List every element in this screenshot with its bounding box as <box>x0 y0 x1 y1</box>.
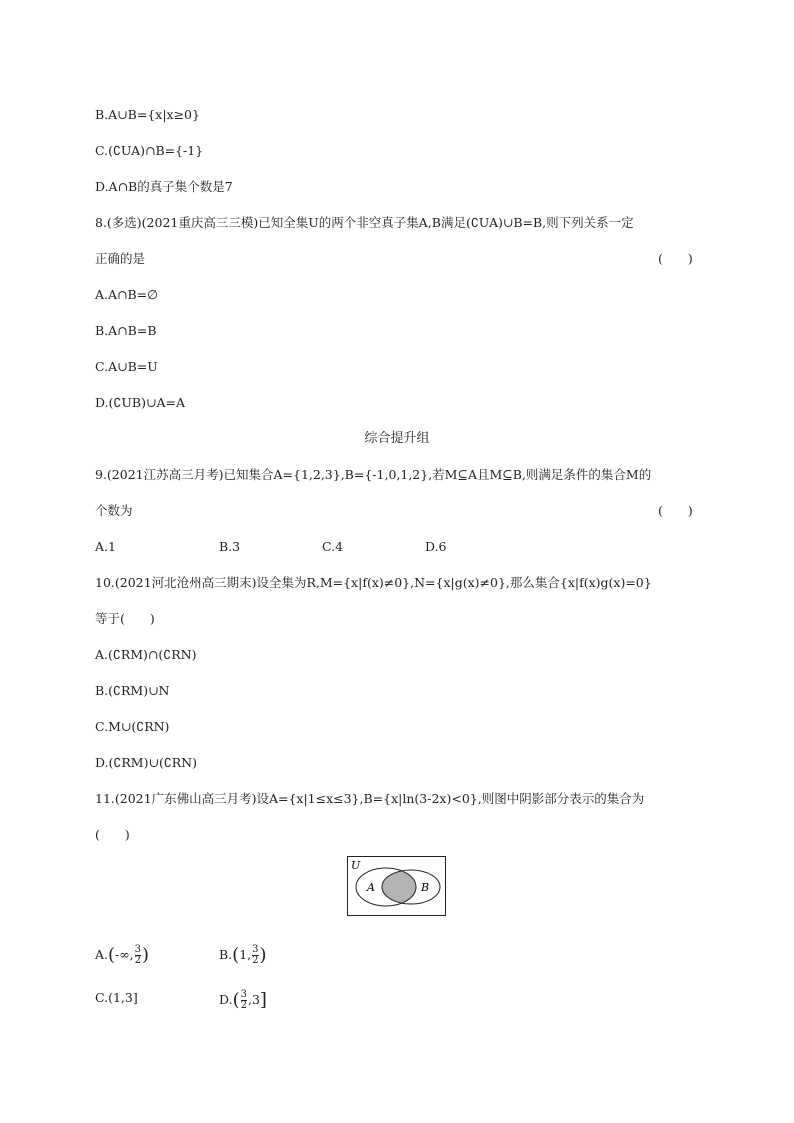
q10-option-b: B.(∁RM)∪N <box>95 683 170 698</box>
q10-stem-line1: 10.(2021河北沧州高三期末)设全集为R,M={x|f(x)≠0},N={x|g(x)≠0},那么集合{x|f(x)g(x)=0} <box>95 575 652 590</box>
q7-option-b: B.A∪B={x|x≥0} <box>95 107 200 122</box>
q11-d-den: 2 <box>240 1000 247 1011</box>
q11-b-left: ( <box>232 944 240 966</box>
q7-option-d: D.A∩B的真子集个数是7 <box>95 179 233 194</box>
q11-option-c <box>95 990 138 1006</box>
q11-c-text: (1,3] <box>108 990 138 1005</box>
q11-a-left: ( <box>108 944 116 966</box>
venn-diagram <box>347 856 446 916</box>
q8-option-b: B.A∩B=B <box>95 323 157 338</box>
q11-stem-line1: 11.(2021广东佛山高三月考)设A={x|1≤x≤3},B={x|ln(3-2x)<0},则图中阴影部分表示的集合为 <box>95 791 645 806</box>
q9-answer-paren: ( ) <box>658 503 693 518</box>
q9-option-d: D.6 <box>425 539 447 554</box>
q11-b-num: 3 <box>252 944 259 955</box>
q9-stem-line2: 个数为 <box>95 503 133 518</box>
q7-option-c: C.(∁UA)∩B={-1} <box>95 143 204 158</box>
q10-option-d: D.(∁RM)∪(∁RN) <box>95 755 197 770</box>
q11-option-d <box>219 990 267 1011</box>
q11-a-right: ) <box>142 944 150 966</box>
q8-answer-paren: ( ) <box>658 251 693 266</box>
q8-option-d: D.(∁UB)∪A=A <box>95 395 185 410</box>
q11-d-fraction <box>241 990 247 1011</box>
q11-c-prefix: C. <box>95 990 109 1005</box>
q11-d-right: ] <box>259 989 267 1011</box>
venn-svg <box>347 856 446 916</box>
q9-option-b: B.3 <box>219 539 241 554</box>
q11-d-left: ( <box>232 989 240 1011</box>
q11-b-den: 2 <box>252 955 259 966</box>
q11-stem-line2: ( ) <box>95 827 130 842</box>
q11-b-prefix: B. <box>219 947 233 962</box>
q11-option-b <box>219 945 267 966</box>
q9-option-a: A.1 <box>95 539 116 554</box>
q10-stem-line2: 等于( ) <box>95 611 155 626</box>
venn-label-b: B <box>421 881 430 894</box>
q8-stem-line1: 8.(多选)(2021重庆高三三模)已知全集U的两个非空真子集A,B满足(∁UA)∪B=B,则下列关系一定 <box>95 215 634 230</box>
q9-stem-line1: 9.(2021江苏高三月考)已知集合A={1,2,3},B={-1,0,1,2},若M⊆A且M⊆B,则满足条件的集合M的 <box>95 467 652 482</box>
venn-label-a: A <box>367 881 375 894</box>
venn-label-u: U <box>351 859 361 872</box>
q11-a-fraction <box>135 945 141 966</box>
q9-option-c: C.4 <box>322 539 344 554</box>
q11-d-prefix: D. <box>219 992 233 1007</box>
section-title: 综合提升组 <box>364 431 430 446</box>
q8-option-c: C.A∪B=U <box>95 359 158 374</box>
q11-b-fraction <box>252 945 258 966</box>
q11-a-lower: -∞, <box>115 947 134 962</box>
q11-a-num: 3 <box>134 944 142 955</box>
q8-option-a: A.A∩B=∅ <box>95 287 159 302</box>
q11-b-right: ) <box>259 944 267 966</box>
q11-a-den: 2 <box>134 955 142 966</box>
q11-d-num: 3 <box>240 989 247 1000</box>
q11-a-prefix: A. <box>95 947 109 962</box>
q11-d-upper: ,3 <box>247 992 260 1007</box>
q8-stem-line2: 正确的是 <box>95 251 146 266</box>
q11-option-a <box>95 945 149 966</box>
q10-option-a: A.(∁RM)∩(∁RN) <box>95 647 197 662</box>
q10-option-c: C.M∪(∁RN) <box>95 719 170 734</box>
q11-b-lower: 1, <box>239 947 252 962</box>
